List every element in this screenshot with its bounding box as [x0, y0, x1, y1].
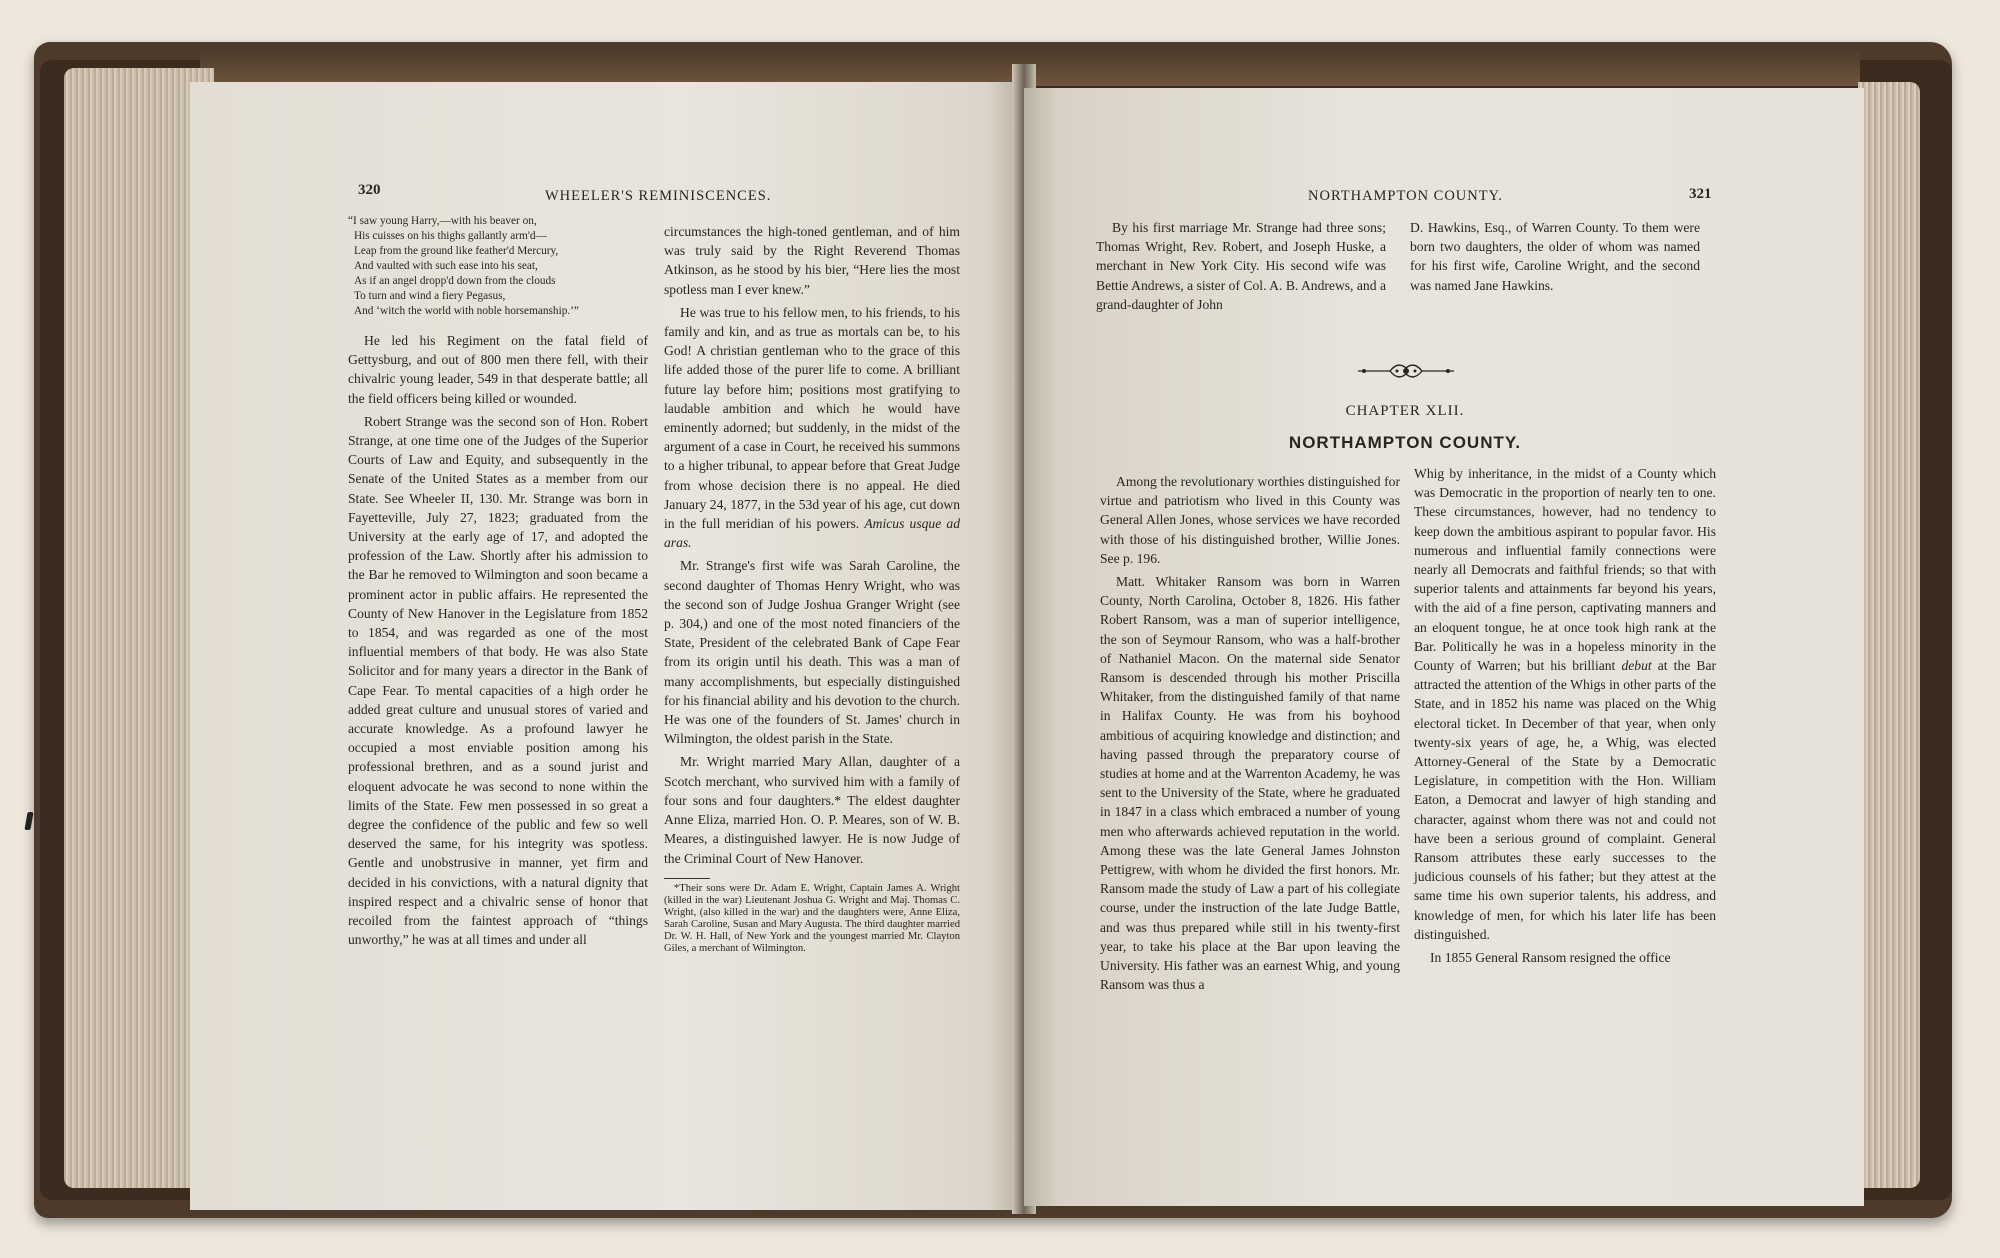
paragraph-text: at the Bar attracted the attention of the Whigs in other parts of the State, and in 1852 his name was placed on the Whig electoral ticket. In December of that year, when only twenty-six years of age, he, a Whig, was elected Attorney-General of the State by a Democratic Legislature, in competition with the Hon. William Eaton, a Democrat and lawyer of high standing and character, against whom there was not and could not have been a serious ground of complaint. General Ransom attributes these early successes to the judicious counsels of his father; but they attest at the same time his own superior talents, his address, and knowledge of men, for which his later life has been distinguished. [1414, 658, 1716, 942]
margin-mark [24, 812, 33, 830]
paragraph-text: Whig by inheritance, in the midst of a County which was Democratic in the proportion of nearly ten to one. These circumstances, however, had no tendency to keep down the ambitious aspirant to popular favor. His numerous and influential family connections were nearly all Democrats and faithful friends; so that with superior talents and attainments far beyond his years, with the aid of a fine person, captivating manners and an eloquent tongue, he at once took high rank at the Bar. Politically he was in a hopeless minority in the County of Warren; but his brilliant [1414, 466, 1716, 674]
paragraph: Mr. Strange's first wife was Sarah Caroline, the second daughter of Thomas Henry Wright, who was the second son of Judge Joshua Granger Wright (see p. 304,) and one of the most noted financiers of the State, President of the celebrated Bank of Cape Fear from its origin until his death. This was a man of many accomplishments, but especially distinguished for his financial ability and his devotion to the church. He was one of the founders of St. James' church in Wilmington, the oldest parish in the State. [664, 558, 960, 747]
chapter-title: NORTHAMPTON COUNTY. [1288, 433, 1522, 452]
running-head-right: NORTHAMPTON COUNTY. [1308, 188, 1503, 204]
paragraph: He led his Regiment on the fatal field of Gettysburg, and out of 800 men there fell, with their chivalric young leader, 549 in that desperate battle; all the field officers being killed or wounded. [348, 333, 648, 406]
poem-line: His cuisses on his thighs gallantly arm'd— [354, 230, 547, 242]
page-edges-right [1858, 82, 1920, 1188]
paragraph-text: He was true to his fellow men, to his friends, to his family and kin, and as true as mortals can be, to his God! A christian gentleman who to the grace of this life added those of the purer life to come. A brilliant future lay before him; positions most gratifying to laudable ambition and which he would have eminently adorned; but suddenly, in the midst of the argument of a case in Court, he received his summons to a higher tribunal, to appear before that Great Judge from whose decision there is no appeal. He died January 24, 1877, in the 53d year of his age, cut down in the full meridian of his powers. [664, 304, 960, 532]
paragraph: Mr. Wright married Mary Allan, daughter of a Scotch merchant, who survived him with a family of four sons and four daughters.* The eldest daughter Anne Eliza, married Hon. O. P. Meares, son of W. B. Meares, a distinguished lawyer. He is now Judge of the Criminal Court of New Hanover. [664, 754, 960, 866]
poem-line: As if an angel dropp'd down from the clouds [354, 275, 556, 287]
ornament-divider [1356, 360, 1456, 382]
paragraph: D. Hawkins, Esq., of Warren County. To them were born two daughters, the older of whom was named for his first wife, Caroline Wright, and the second was named Jane Hawkins. [1410, 220, 1700, 293]
poem-line: And ‘witch the world with noble horsemanship.’” [354, 305, 579, 317]
poem-line: And vaulted with such ease into his seat, [354, 260, 538, 272]
paragraph: By his first marriage Mr. Strange had three sons; Thomas Wright, Rev. Robert, and Joseph Huske, a merchant in New York City. His second wife was Bettie Andrews, a sister of Col. A. B. Andrews, and a grand-daughter of John [1096, 220, 1386, 312]
footnote: *Their sons were Dr. Adam E. Wright, Captain James A. Wright (killed in the war) Lieutenant Joshua G. Wright and Maj. Thomas C. Wright, (also killed in the war) and the daughters were, Anne Eliza, Sarah Caroline, Susan and Mary Augusta. The third daughter married Dr. W. H. Hall, of New York and the youngest married Mr. Clayton Giles, a merchant of Wilmington. [664, 882, 960, 954]
right-top-column-1 [1096, 218, 1386, 318]
right-column-2 [1414, 464, 1716, 971]
right-top-column-2 [1410, 218, 1700, 299]
footnote-rule [664, 878, 710, 879]
poem-line: To turn and wind a fiery Pegasus, [354, 290, 506, 302]
page-number-right: 321 [1689, 186, 1712, 202]
running-head-left: WHEELER'S REMINISCENCES. [545, 188, 772, 204]
page-number-left: 320 [358, 182, 381, 198]
latin-phrase: Amicus usque ad aras. [664, 516, 961, 551]
poem-line: Leap from the ground like feather'd Mercury, [354, 245, 559, 257]
poem [348, 214, 648, 319]
left-column-2 [664, 222, 960, 955]
paragraph [664, 303, 960, 553]
paragraph: Matt. Whitaker Ransom was born in Warren County, North Carolina, October 8, 1826. His father Robert Ransom, was a man of superior intelligence, the son of Seymour Ransom, who was a half-brother of Nathaniel Macon. On the maternal side Senator Ransom is descended through his mother Priscilla Whitaker, from the distinguished family of that name in Halifax County. He was from his boyhood ambitious of acquiring knowledge and distinction; and having passed through the preparatory course of studies at home and at the Warrenton Academy, he was sent to the University of the State, where he graduated in 1847 in a class which embraced a number of young men who afterwards achieved reputation in the world. Among these was the late General James Johnston Pettigrew, with whom he divided the first honors. Mr. Ransom made the study of Law a part of his collegiate course, under the instruction of the late Judge Battle, and was thus prepared while still in his twenty-first year, to take his place at the Bar upon leaving the University. His father was an earnest Whig, and young Ransom was thus a [1100, 574, 1400, 993]
right-column-1 [1100, 472, 1400, 998]
poem-line: “I saw young Harry,—with his beaver on, [348, 215, 537, 227]
left-column-1 [348, 214, 648, 954]
paragraph: In 1855 General Ransom resigned the office [1430, 950, 1671, 966]
paragraph: Robert Strange was the second son of Hon. Robert Strange, at one time one of the Judges of the Superior Courts of Law and Equity, and subsequently in the Senate of the United States as a member from our State. See Wheeler II, 130. Mr. Strange was born in Fayetteville, July 27, 1823; graduated from the University at the early age of 17, and adopted the profession of the Law. Shortly after his admission to the Bar he removed to Wilmington and soon became a prominent actor in public affairs. He represented the County of New Hanover in the Legislature from 1852 to 1854, and was regarded as one of the most influential members of that body. He was also State Solicitor and for many years a director in the Bank of Cape Fear. To mental capacities of a high order he added great culture and unusual stores of varied and accurate knowledge. As a profound lawyer he occupied a most enviable position among his professional brethren, and as a sound jurist and eloquent advocate he was second to none within the limits of the State. Few men possessed in so great a degree the confidence of the public and few so well deserved the same, for his integrity was spotless. Gentle and unobstrusive in manner, yet firm and decided in his convictions, with a natural dignity that inspired respect and a chivalric sense of honor that recoiled from the faintest approach of “things unworthy,” he was at all times and under all [348, 413, 648, 948]
paragraph [1414, 464, 1716, 944]
italic-word: debut [1621, 658, 1652, 674]
chapter-number: CHAPTER XLII. [1345, 403, 1465, 419]
paragraph: Among the revolutionary worthies distinguished for virtue and patriotism who lived in this County was General Allen Jones, whose services we have recorded with those of his distinguished brother, Willie Jones. See p. 196. [1100, 474, 1400, 566]
left-page [190, 82, 1020, 1210]
paragraph: circumstances the high-toned gentleman, and of him was truly said by the Right Reverend Thomas Atkinson, as he stood by his bier, “Here lies the most spotless man I ever knew.” [664, 224, 960, 297]
